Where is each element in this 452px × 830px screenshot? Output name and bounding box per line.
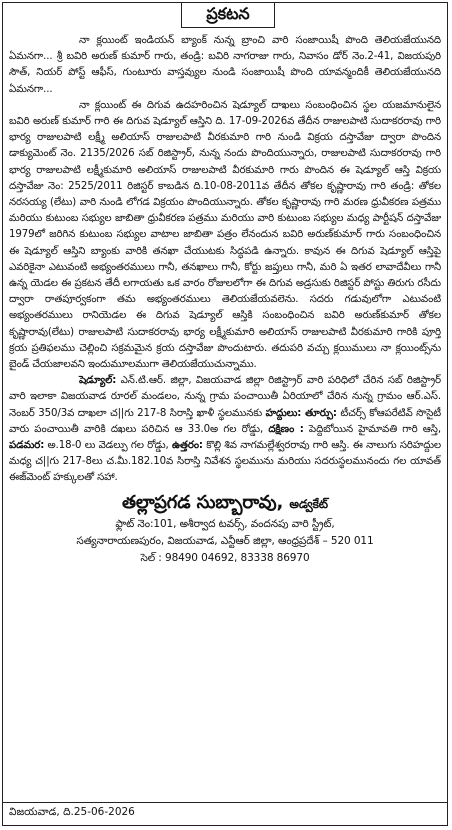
footer-divider: [3, 802, 447, 803]
phone-label: సెల్ :: [140, 551, 162, 564]
schedule-paragraph: [9, 373, 441, 486]
advocate-name-line: [9, 491, 441, 516]
boundaries-label: హద్దులు: తూర్పు:: [265, 407, 337, 419]
west-boundary: అ.18-0 లు వెడల్పు గల రోడ్డు,: [47, 440, 169, 452]
address-line-1: ఫ్లాట్ నెం:101, అశీర్వాద టవర్స్, వందనపు వారి స్ట్రీట్,: [115, 517, 335, 530]
phone-line: [9, 550, 441, 567]
address-line-2: సత్యనారాయణపురం, విజయవాడ, ఎన్టీఆర్ జిల్లా, ఆంధ్రప్రదేశ్ – 520 011: [76, 534, 374, 547]
place-date: విజయవాడ, ది.25-06-2026: [9, 806, 135, 818]
notice-title: ప్రకటన: [181, 3, 275, 28]
notice-frame: [2, 2, 448, 826]
schedule-text: ఎన్.టి.ఆర్. జిల్లా, విజయవాడ జిల్లా రిజిస్ట్రార్ వారి పరిధిలో చేరిన సబ్ రిజిస్ట్రార్ వారి ఇలాకా విజయవాడ రూరల్ మండలం, నున్న గ్రామ పంచాయితీ ఏరియాలో చేరిన నున్న గ్రామం ఆర్.ఎస్. నెంబర్ 350/3వ దాఖలా చ||గు 217-8 సిరాస్తి ఖాళీ స్థలమునకు: [9, 375, 441, 419]
west-label: పడమర:: [9, 440, 45, 452]
notice-body: [9, 33, 441, 567]
signature-block: [9, 491, 441, 567]
advocate-title: అడ్వకేట్: [289, 496, 328, 511]
intro-paragraph: నా క్లయింట్ ఇండియన్ బ్యాంక్ నున్న బ్రాంచి వారి సంజాయిషీ పొంది తెలియజేయునది ఏమనగా... శ్రీ బవిరి అరుణ్ కుమార్ గారు, తండ్రి: బవిరి నాగరాజు గారు, నివాసం డోర్ నెం.2-41, విజయపురి సౌత్, నియర్ పోస్ట్ ఆఫీస్, గుంటూరు వాస్తవ్యుల నుండి సంజాయిషీ పొంది యావన్మందికీ తెలియజేయునది ఏమనగా...: [9, 35, 441, 95]
south-boundary: పెద్దిబోయిన హైమావతి గారి ఆస్తి,: [308, 423, 441, 435]
east-boundary: టీచర్స్ కోఆపరేటివ్ సొసైటీ వారు పంచాయితీ వారికి దఖలు పరిచిన ఆ 33.0అ గల రోడ్డు,: [9, 407, 442, 435]
phone-numbers: 98490 04692, 83338 86970: [164, 551, 310, 564]
schedule-label: షెడ్యూల్:: [79, 375, 117, 387]
details-paragraph: నా క్లయింట్ ఈ దిగువ ఉదహరించిన షెడ్యూల్ దాఖలు సంబంధించిన స్థల యజమానులైన బవిరి అరుణ్ కుమార్ గారి ఈ దిగువ షెడ్యూల్ ఆస్తిని ది. 17-09-2026వ తేదీన రాజులపాటి సుదాకరరావు గారి భార్య రాజులపాటి లక్ష్మీ అలియాస్ రాజులపాటి వీరకుమారి గారి నుండి విక్రయ దస్తావేజు ద్వారా పొందిన డాక్యుమెంట్ నెం. 2135/2026 సబ్ రిజిస్ట్రార్, నున్న నందు పొందియున్నారు, రాజులపాటి సుదాకరరావు గారి భార్య రాజులపాటి లక్ష్మీకుమారి అలియాస్ రాజులపాటి వీరకుమారి గారు పొందిన ఈ షెడ్యూల్ ఆస్తి విక్రయ దస్తావేజు నెం: 2525/2011 రిజిస్టర్ కాబడిన ది.10-08-2011వ తేదీన తోకల కృష్ణారావు గారి తండ్రి: తోకల నరసయ్య (లేటు) వారి నుండి లోగడ విక్రయం పొందియున్నారు. తోకల కృష్ణారావు గారి మరణ ధ్రువీకరణ పత్రము మరియు కుటుంబ సభ్యుల జాబితా ధ్రువీకరణ పత్రము మరియు వారి కుటుంబ సభ్యుల మధ్య పార్టీషన్ దస్తావేజు 1979లో జరిగిన కుటుంబ సభ్యుల వాటాల జాబితా పత్రం లేనందున బవిరి అరుణ్‌కుమార్ గారు సంబంధించిన ఈ షెడ్యూల్ ఆస్తిని బ్యాంకు వారికి తనఖా చేయుటకు సిద్ధపడి ఉన్నారు. కావున ఈ దిగువ షెడ్యూల్ ఆస్తిపై ఎవరికైనా ఎటువంటి అభ్యంతరములు గానీ, తనఖాలు గానీ, కోర్టు జప్తులు గానీ, మరి ఏ ఇతర లావాదేవీలు గానీ ఉన్న యెడల ఈ ప్రకటన తేదీ లగాయతు ఒక వారం రోజులలోగా ఈ దిగువ అడ్రసుకు రిజిస్టర్ పోస్టు తిరుగు రసీదు ద్వారా రాతపూర్వకంగా తమ అభ్యంతరములు తెలియజేయవలెను. సదరు గడువులోగా ఎటువంటి అభ్యంతరములు రానియెడల ఈ దిగువ షెడ్యూల్ ఆస్తికి సంబంధించిన బవిరి అరుణ్‌కుమార్ తోకల కృష్ణారావు(లేటు) రాజులపాటి సుదాకరరావు భార్య లక్ష్మీకుమారి అలియాస్ రాజులపాటి వీరకుమారి గారికి పూర్తి క్రయ ప్రతిఫలము చెల్లించి సక్రమమైన క్రయ దస్తావేజు పొందుటారు. తదుపరి వచ్చు క్లయిములు నా క్లయింట్స్‌ను బైండ్ చేయజాలవని ఇందుమూలముగా తెలియజేయుచున్నాము.: [9, 99, 441, 371]
advocate-name: తల్లాప్రగడ సుబ్బారావు,: [122, 491, 284, 513]
south-label: దక్షిణం :: [268, 423, 304, 435]
north-label: ఉత్తరం:: [171, 440, 203, 452]
north-boundary: కొల్లి శివ నాగమల్లేశ్వరరావు గారి ఆస్తి. ఈ నాలుగు సరిహద్దుల మధ్య చ||గు 217-8లు చ.మీ.182.10వ సిరాస్తి నివేశన స్థలమును మరియు సదరుస్థలమునందు గల యావత్ ఈజ్‌మెంట్ హక్కులతో సహా.: [9, 440, 442, 484]
